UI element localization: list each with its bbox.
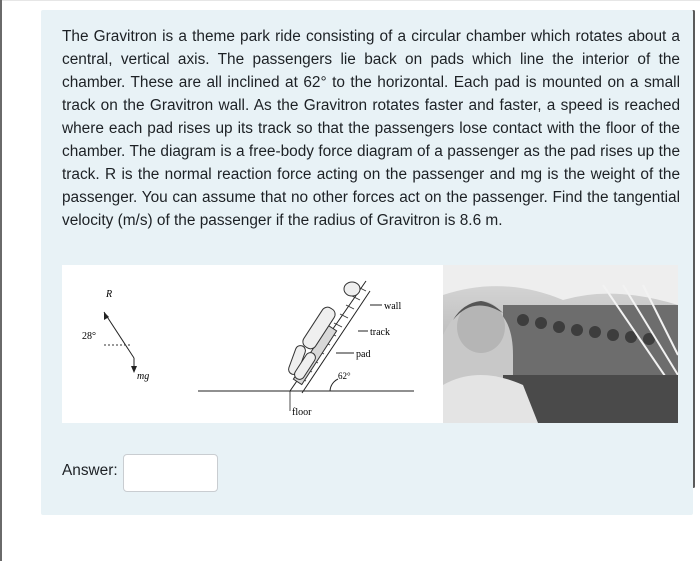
force-r-label: R (106, 289, 113, 300)
force-r-arrow (104, 312, 134, 358)
floor-label: floor (292, 407, 312, 418)
ride-schematic (198, 281, 414, 418)
track-label: track (370, 327, 390, 338)
answer-label: Answer: (62, 462, 118, 479)
wall-label: wall (384, 301, 402, 312)
question-text: The Gravitron is a theme park ride consisting of a circular chamber which rotates about a central, vertical axis. The passengers lie back on pads which line the interior of the chamber. These are all inclined at 62° to the horizontal. Each pad is mounted on a small track on the Gravitron wall. As the Gravitron rotates faster and faster, a speed is reached where each pad rises up its track so that the passengers lose contact with the floor of the chamber. The diagram is a free-body force diagram of a passenger as the pad rises up the track. R is the normal reaction force acting on the passenger and mg is the weight of the passenger. You can assume that no other forces act on the passenger. Find the tangential velocity (m/s) of the passenger if the radius of Gravitron is 8.6 m. (62, 28, 680, 229)
ride-angle-label: 62° (338, 371, 351, 381)
ride-photo (443, 265, 678, 423)
force-diagram (62, 265, 442, 423)
fbd-angle-label: 28° (82, 331, 96, 342)
pad-label: pad (356, 349, 371, 360)
force-mg-label: mg (137, 371, 150, 382)
window-top-edge (2, 0, 700, 1)
question-figure (62, 265, 678, 423)
passenger-figure (287, 282, 360, 381)
ride-angle-arc (330, 379, 338, 391)
answer-input[interactable] (123, 454, 218, 492)
free-body-diagram (82, 289, 149, 382)
window-left-edge (0, 0, 2, 561)
